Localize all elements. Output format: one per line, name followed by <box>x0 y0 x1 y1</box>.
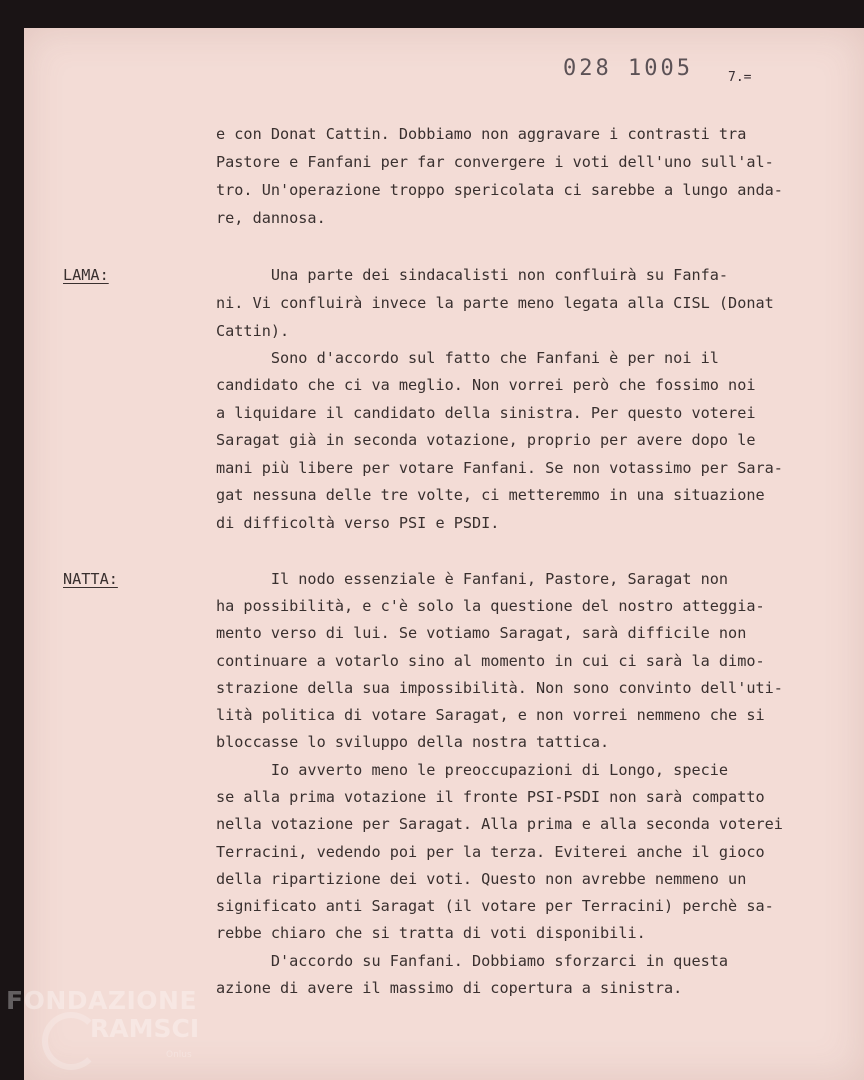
text-line: continuare a votarlo sino al momento in cui ci sarà la dimo- <box>216 652 765 670</box>
text-line: strazione della sua impossibilità. Non sono convinto dell'uti- <box>216 679 783 697</box>
text-line: Terracini, vedendo poi per la terza. Eviterei anche il gioco <box>216 843 765 861</box>
text-line: Sono d'accordo sul fatto che Fanfani è per noi il <box>216 349 719 367</box>
text-line: della ripartizione dei voti. Questo non avrebbe nemmeno un <box>216 870 747 888</box>
text-line: e con Donat Cattin. Dobbiamo non aggravare i contrasti tra <box>216 125 747 143</box>
text-line: candidato che ci va meglio. Non vorrei però che fossimo noi <box>216 376 756 394</box>
watermark-line-2: RAMSCI <box>90 1014 200 1043</box>
watermark-line-1: FONDAZIONE <box>6 986 198 1015</box>
archive-stamp-number: 028 1005 <box>563 56 693 81</box>
text-line: nella votazione per Saragat. Alla prima e alla seconda voterei <box>216 815 783 833</box>
text-line: se alla prima votazione il fronte PSI-PSDI non sarà compatto <box>216 788 765 806</box>
text-line: Una parte dei sindacalisti non confluirà su Fanfa- <box>216 266 729 284</box>
text-line: mento verso di lui. Se votiamo Saragat, sarà difficile non <box>216 624 747 642</box>
text-line: Il nodo essenziale è Fanfani, Pastore, Saragat non <box>216 570 729 588</box>
text-line: Saragat già in seconda votazione, proprio per avere dopo le <box>216 431 756 449</box>
text-line: di difficoltà verso PSI e PSDI. <box>216 514 500 532</box>
text-line: Cattin). <box>216 322 290 340</box>
text-line: bloccasse lo sviluppo della nostra tattica. <box>216 733 610 751</box>
text-line: rebbe chiaro che si tratta di voti disponibili. <box>216 924 646 942</box>
text-line: significato anti Saragat (il votare per Terracini) perchè sa- <box>216 897 774 915</box>
text-line: tro. Un'operazione troppo spericolata ci sarebbe a lungo anda- <box>216 181 783 199</box>
text-line: ni. Vi confluirà invece la parte meno legata alla CISL (Donat <box>216 294 774 312</box>
text-line: mani più libere per votare Fanfani. Se non votassimo per Sara- <box>216 459 783 477</box>
text-line: D'accordo su Fanfani. Dobbiamo sforzarci in questa <box>216 952 729 970</box>
text-line: azione di avere il massimo di copertura a sinistra. <box>216 979 683 997</box>
page-number: 7.= <box>728 70 752 85</box>
speaker-label-lama: LAMA: <box>63 266 109 284</box>
text-line: Pastore e Fanfani per far convergere i voti dell'uno sull'al- <box>216 153 774 171</box>
text-line: Io avverto meno le preoccupazioni di Longo, specie <box>216 761 729 779</box>
watermark-small-text: Onlus <box>166 1050 192 1060</box>
text-line: ha possibilità, e c'è solo la questione del nostro atteggia- <box>216 597 765 615</box>
text-line: re, dannosa. <box>216 209 326 227</box>
speaker-label-natta: NATTA: <box>63 570 118 588</box>
text-line: gat nessuna delle tre volte, ci metteremmo in una situazione <box>216 486 765 504</box>
text-line: lità politica di votare Saragat, e non vorrei nemmeno che si <box>216 706 765 724</box>
text-line: a liquidare il candidato della sinistra. Per questo voterei <box>216 404 756 422</box>
